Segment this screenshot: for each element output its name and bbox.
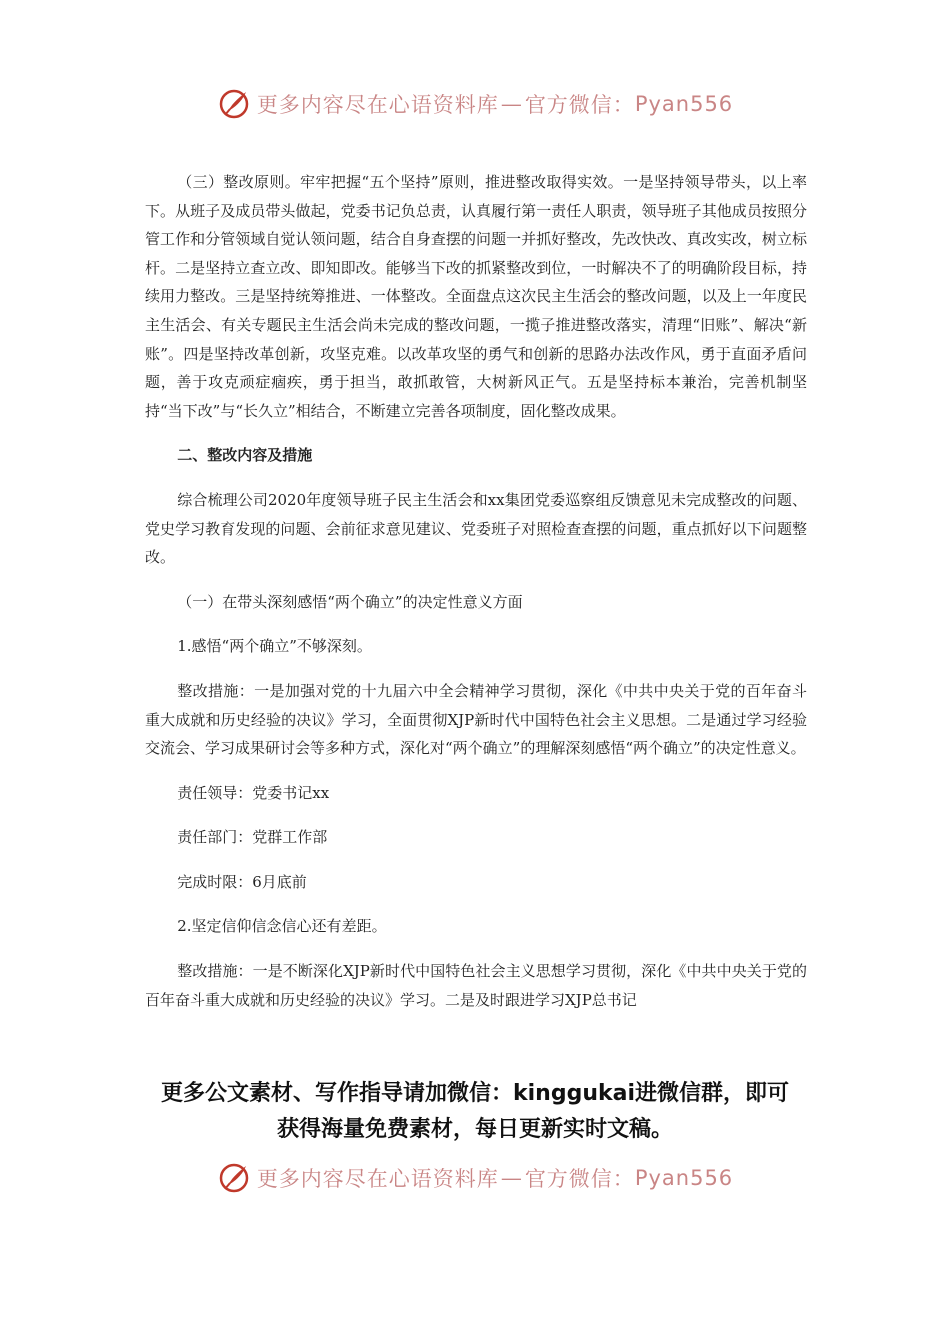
banner-text: 更多内容尽在心语资料库 [256,1167,499,1191]
banner-wechat-id: Pyan556 [634,1166,734,1190]
banner-wechat-label: 官方微信： [524,93,635,117]
banner-separator: — [500,92,523,116]
footer-banner [0,1158,950,1198]
item2-measures: 整改措施：一是不断深化XJP新时代中国特色社会主义思想学习贯彻，深化《中共中央关于党的百年奋斗重大成就和历史经验的决议》学习。二是及时跟进学习XJP总书记 [145,962,807,1009]
quill-pen-logo-icon [217,87,251,121]
banner-wechat-label: 官方微信： [524,1167,635,1191]
quill-pen-logo-icon [217,1161,251,1195]
promo-line-1: 更多公文素材、写作指导请加微信：kinggukai进微信群，即可 [160,1081,789,1106]
promo-line-2: 获得海量免费素材，每日更新实时文稿。 [276,1117,673,1142]
sub1-heading: （一）在带头深刻感悟“两个确立”的决定性意义方面 [177,592,523,611]
item1-measures: 整改措施：一是加强对党的十九届六中全会精神学习贯彻，深化《中共中央关于党的百年奋斗重大成就和历史经验的决议》学习，全面贯彻XJP新时代中国特色社会主义思想。二是通过学习经验交流会、学习成果研讨会等多种方式，深化对“两个确立”的理解深刻感悟“两个确立”的决定性意义。 [145,681,807,758]
item1-leader: 责任领导：党委书记xx [177,783,330,802]
banner-text: 更多内容尽在心语资料库 [256,93,499,117]
banner-wechat-id: Pyan556 [634,92,734,116]
document-body [145,168,807,1014]
principle-paragraph: （三）整改原则。牢牢把握“五个坚持”原则，推进整改取得实效。一是坚持领导带头，以上率下。从班子及成员带头做起，党委书记负总责，认真履行第一责任人职责，领导班子其他成员按照分管工作和分管领域自觉认领问题，结合自身查摆的问题一并抓好整改，先改快改、真改实改，树立标杆。二是坚持立查立改、即知即改。能够当下改的抓紧整改到位，一时解决不了的明确阶段目标，持续用力整改。三是坚持统筹推进、一体整改。全面盘点这次民主生活会的整改问题，以及上一年度民主生活会、有关专题民主生活会尚未完成的整改问题，一揽子推进整改落实，清理“旧账”、解决“新账”。四是坚持改革创新，攻坚克难。以改革攻坚的勇气和创新的思路办法改作风，勇于直面矛盾问题，善于攻克顽症痼疾，勇于担当，敢抓敢管，大树新风正气。五是坚持标本兼治，完善机制坚持“当下改”与“长久立”相结合，不断建立完善各项制度，固化整改成果。 [145,173,807,420]
item1-title: 1.感悟“两个确立”不够深刻。 [177,637,372,656]
banner-separator: — [500,1166,523,1190]
item1-deadline: 完成时限：6月底前 [177,872,307,891]
promo-block [80,1076,870,1148]
section2-heading: 二、整改内容及措施 [177,446,313,465]
section2-intro: 综合梳理公司2020年度领导班子民主生活会和xx集团党委巡察组反馈意见未完成整改的问题、党史学习教育发现的问题、会前征求意见建议、党委班子对照检查查摆的问题，重点抓好以下问题整改。 [145,490,807,567]
header-banner [0,84,950,124]
item1-dept: 责任部门：党群工作部 [177,828,328,847]
item2-title: 2.坚定信仰信念信心还有差距。 [177,917,387,936]
